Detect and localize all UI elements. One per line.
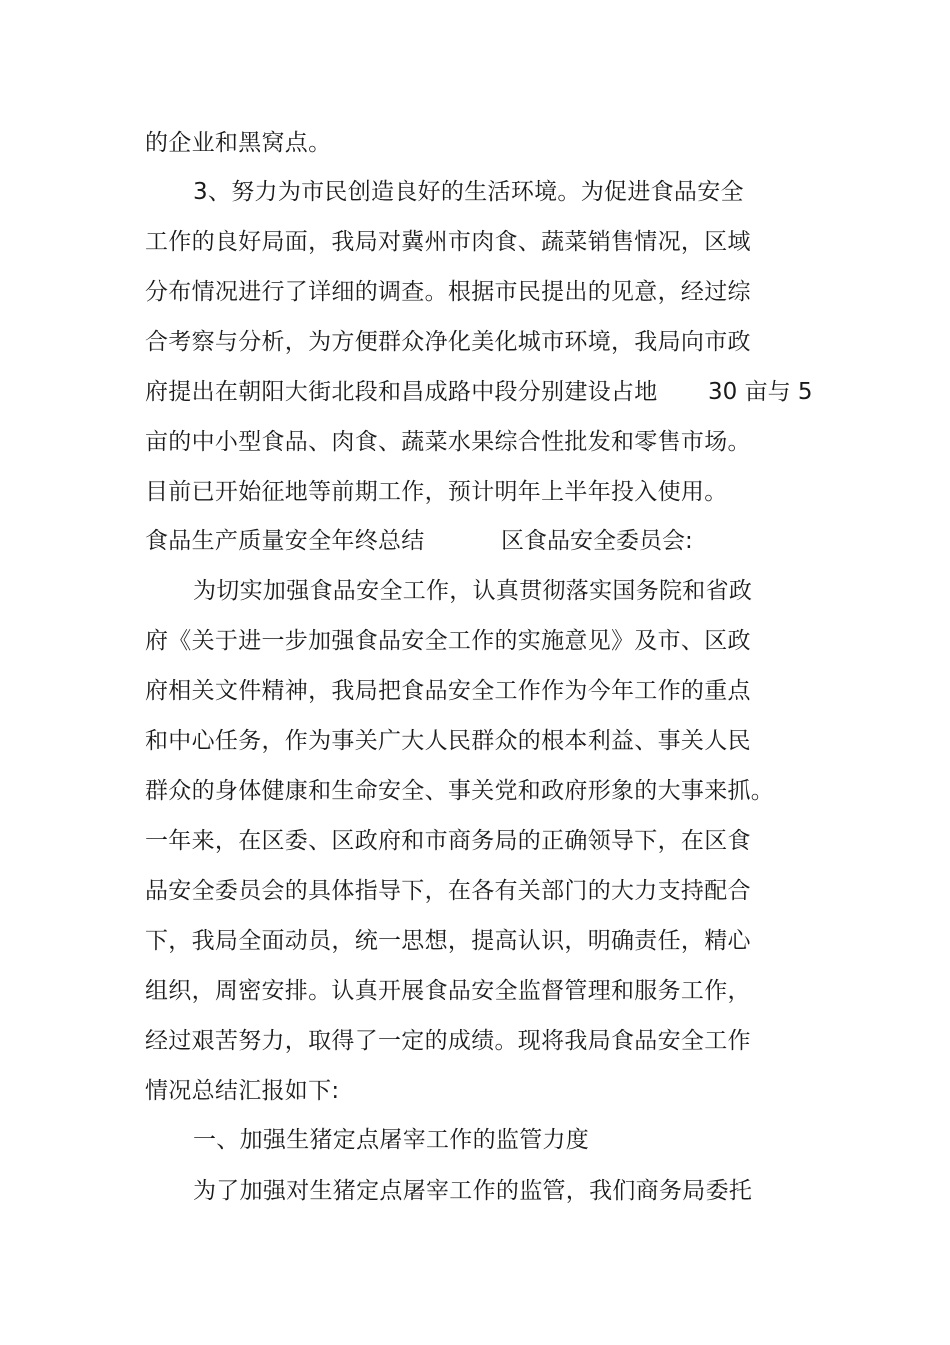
text-line: 合考察与分析，为方便群众净化美化城市环境，我局向市政 [145,329,751,355]
text-line: 的企业和黑窝点。 [145,130,332,156]
text-line: 分布情况进行了详细的调查。根据市民提出的见意，经过综 [145,279,751,305]
text-line: 3、努力为市民创造良好的生活环境。为促进食品安全 [193,179,744,205]
text-line: 亩的中小型食品、肉食、蔬菜水果综合性批发和零售市场。 [145,429,751,455]
text-line: 情况总结汇报如下: [145,1078,340,1104]
text-line: 经过艰苦努力，取得了一定的成绩。现将我局食品安全工作 [145,1028,751,1054]
text-line-tail: 30 亩与 5 [708,379,813,405]
text-line: 目前已开始征地等前期工作，预计明年上半年投入使用。 [145,479,728,505]
text-line: 下，我局全面动员，统一思想，提高认识，明确责任，精心 [145,928,751,954]
text-line: 府相关文件精神，我局把食品安全工作作为今年工作的重点 [145,678,751,704]
addressee: 区食品安全委员会: [501,528,693,554]
text-line: 府《关于进一步加强食品安全工作的实施意见》及市、区政 [145,628,751,654]
text-line: 和中心任务，作为事关广大人民群众的根本利益、事关人民 [145,728,751,754]
section-title: 食品生产质量安全年终总结 [145,528,425,554]
section-heading: 一、加强生猪定点屠宰工作的监管力度 [193,1127,590,1153]
text-line: 一年来，在区委、区政府和市商务局的正确领导下，在区食 [145,828,751,854]
text-line: 为了加强对生猪定点屠宰工作的监管，我们商务局委托 [193,1178,753,1204]
text-line: 组织，周密安排。认真开展食品安全监督管理和服务工作， [145,978,751,1004]
text-line: 品安全委员会的具体指导下，在各有关部门的大力支持配合 [145,878,751,904]
text-line: 府提出在朝阳大街北段和昌成路中段分别建设占地 [145,379,658,405]
text-line: 工作的良好局面，我局对冀州市肉食、蔬菜销售情况，区域 [145,229,751,255]
text-line: 为切实加强食品安全工作，认真贯彻落实国务院和省政 [193,578,753,604]
text-line: 群众的身体健康和生命安全、事关党和政府形象的大事来抓。 [145,778,775,804]
